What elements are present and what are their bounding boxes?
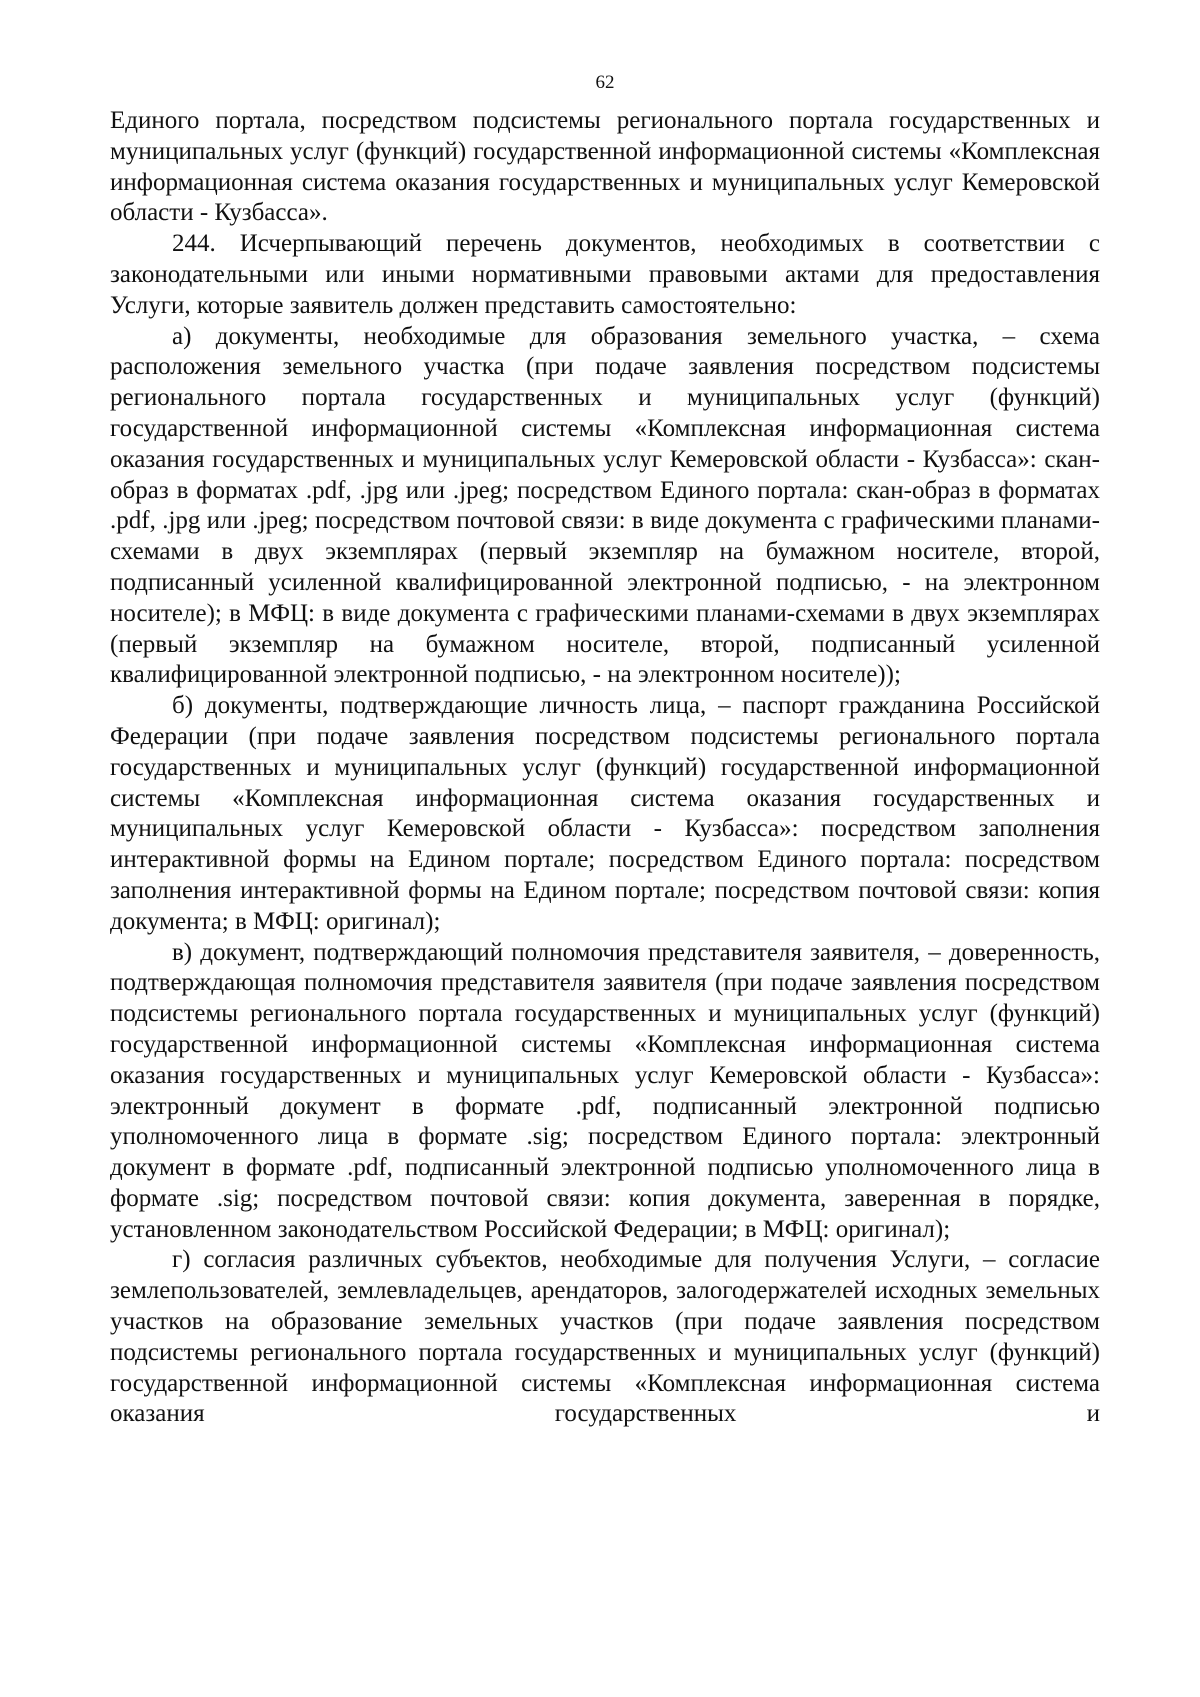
- paragraph-item-b: б) документы, подтверждающие личность лица, – паспорт гражданина Российской Федерации (при подаче заявления посредством подсистемы регионального портала государственных и муниципальных услуг (функций) государственной информационной системы «Комплексная информационная система оказания государственных и муниципальных услуг Кемеровской области - Кузбасса»: посредством заполнения интерактивной формы на Едином портале; посредством Единого портала: посредством заполнения интерактивной формы на Едином портале; посредством почтовой связи: копия документа; в МФЦ: оригинал);: [110, 692, 1100, 935]
- paragraph-item-g: г) согласия различных субъектов, необходимые для получения Услуги, – согласие землепользователей, землевладельцев, арендаторов, залогодержателей исходных земельных участков на образование земельных участков (при подаче заявления посредством подсистемы регионального портала государственных и муниципальных услуг (функций) государственной информационной системы «Комплексная информационная система оказания государственных и: [110, 1246, 1100, 1428]
- paragraph-244: 244. Исчерпывающий перечень документов, необходимых в соответствии с законодательными или иными нормативными правовыми актами для предоставления Услуги, которые заявитель должен представить самостоятельно:: [110, 230, 1100, 319]
- paragraph-item-a: а) документы, необходимые для образования земельного участка, – схема расположения земельного участка (при подаче заявления посредством подсистемы регионального портала государственных и муниципальных услуг (функций) государственной информационной системы «Комплексная информационная система оказания государственных и муниципальных услуг Кемеровской области - Кузбасса»: скан-образ в форматах .pdf, .jpg или .jpeg; посредством Единого портала: скан-образ в форматах .pdf, .jpg или .jpeg; посредством почтовой связи: в виде документа с графическими планами-схемами в двух экземплярах (первый экземпляр на бумажном носителе, второй, подписанный усиленной квалифицированной электронной подписью, - на электронном носителе); в МФЦ: в виде документа с графическими планами-схемами в двух экземплярах (первый экземпляр на бумажном носителе, второй, подписанный усиленной квалифицированной электронной подписью, - на электронном носителе));: [110, 322, 1100, 689]
- paragraph-item-v: в) документ, подтверждающий полномочия представителя заявителя, – доверенность, подтверждающая полномочия представителя заявителя (при подаче заявления посредством подсистемы регионального портала государственных и муниципальных услуг (функций) государственной информационной системы «Комплексная информационная система оказания государственных и муниципальных услуг Кемеровской области - Кузбасса»: электронный документ в формате .pdf, подписанный электронной подписью уполномоченного лица в формате .sig; посредством Единого портала: электронный документ в формате .pdf, подписанный электронной подписью уполномоченного лица в формате .sig; посредством почтовой связи: копия документа, заверенная в порядке, установленном законодательством Российской Федерации; в МФЦ: оригинал);: [110, 938, 1100, 1243]
- page-number: 62: [595, 72, 615, 93]
- paragraph-intro-continuation: Единого портала, посредством подсистемы регионального портала государственных и муниципальных услуг (функций) государственной информационной системы «Комплексная информационная система оказания государственных и муниципальных услуг Кемеровской области - Кузбасса».: [110, 107, 1100, 227]
- document-body: [110, 106, 1100, 1430]
